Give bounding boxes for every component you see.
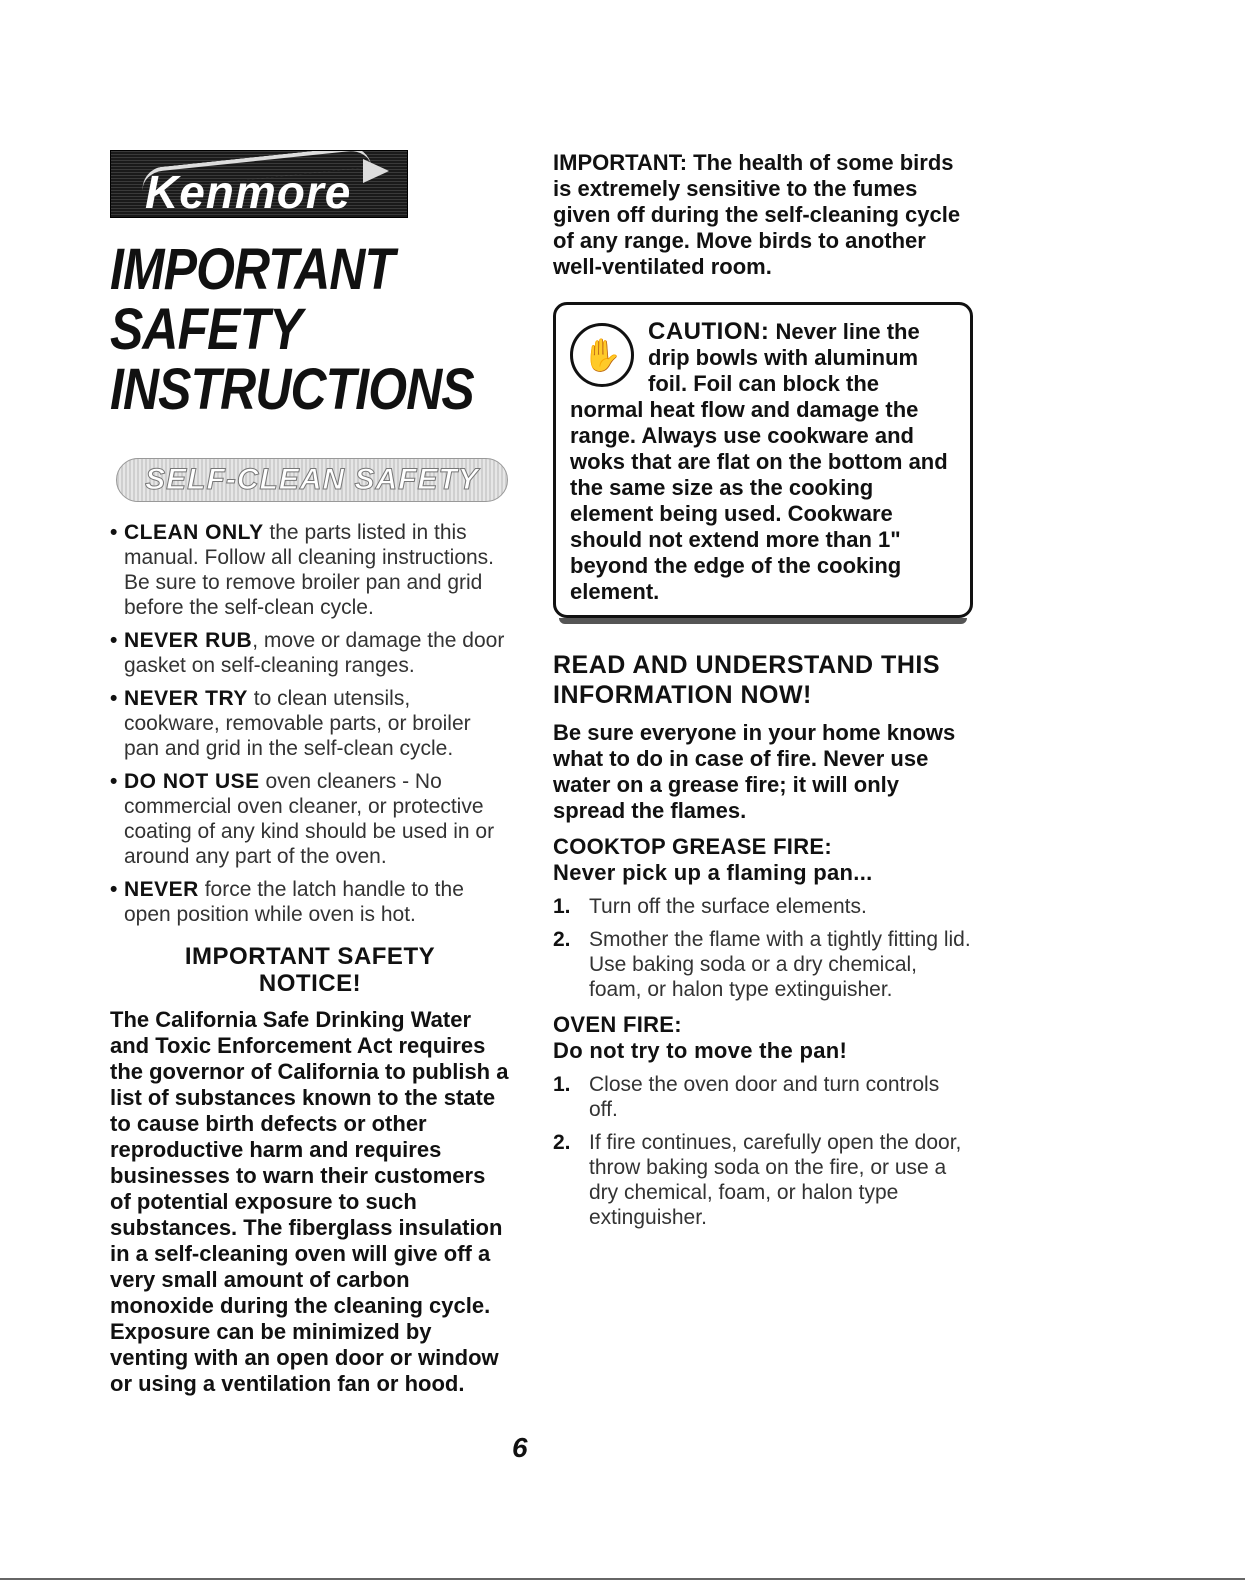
kenmore-logo [110,150,408,218]
list-item [553,1072,973,1122]
caution-box-shadow [559,618,967,624]
bullet-text: force the latch handle to the open position while oven is hot. [124,878,464,926]
bullet-keyword: NEVER RUB [124,629,253,652]
cooktop-fire-title: COOKTOP GREASE FIRE: [553,834,833,859]
step-number: 1. [553,895,571,918]
self-clean-safety-banner [116,458,508,502]
bullet-keyword: NEVER [124,878,199,901]
oven-fire-subtitle: Do not try to move the pan! [553,1038,848,1063]
oven-fire-heading [553,1012,973,1064]
list-item [553,894,973,919]
oven-fire-title: OVEN FIRE: [553,1012,682,1037]
safety-notice-heading-line-1: IMPORTANT SAFETY [184,943,436,970]
list-item [553,1130,973,1230]
logo-arrow-icon [363,159,389,183]
bullet-keyword: CLEAN ONLY [124,521,264,544]
self-clean-bullet-list [110,520,510,927]
banner-label: SELF-CLEAN SAFETY [145,463,479,496]
caution-heading: CAUTION: [648,318,770,345]
caution-hand-icon: ✋ [570,323,634,387]
fire-instructions: Be sure everyone in your home knows what to do in case of fire. Never use water on a grease fire; it will only spread the flames. [553,720,956,823]
safety-notice-heading-line-2: NOTICE! [258,970,362,997]
step-number: 1. [553,1073,571,1096]
read-understand-heading: READ AND UNDERSTAND THIS INFORMATION NOW! [553,651,940,709]
list-item [110,877,510,927]
list-item [110,520,510,620]
step-number: 2. [553,1131,571,1154]
bullet-text: the parts listed in this manual. Follow all cleaning instructions. Be sure to remove broiler pan and grid before the self-clean cycle. [124,521,495,619]
bullet-keyword: NEVER TRY [124,687,248,710]
logo-wordmark: Kenmore [145,166,352,218]
california-notice-text: The California Safe Drinking Water and Toxic Enforcement Act requires the governor of California to publish a list of substances known to the state to cause birth defects or other reproductive harm and requires businesses to warn their customers of potential exposure to such substances. The fiberglass insulation in a self-cleaning oven will give off a very small amount of carbon monoxide during the cleaning cycle. Exposure can be minimized by venting with an open door or window or using a ventilation fan or hood. [110,1007,509,1396]
safety-notice-heading [110,943,510,997]
list-item [110,628,510,678]
cooktop-steps [553,894,973,1002]
step-text: Smother the flame with a tightly fitting lid. Use baking soda or a dry chemical, foam, or halon type extinguisher. [589,928,971,1001]
oven-steps [553,1072,973,1230]
bullet-keyword: DO NOT USE [124,770,260,793]
birds-warning: IMPORTANT: The health of some birds is extremely sensitive to the fumes given off during the self-cleaning cycle of any range. Move birds to another well-ventilated room. [553,150,961,279]
page-number: 6 [512,1432,528,1463]
right-column [553,150,973,1238]
bullet-text: , move or damage the door gasket on self-cleaning ranges. [124,629,505,677]
step-text: If fire continues, carefully open the door, throw baking soda on the fire, or use a dry chemical, foam, or halon type extinguisher. [589,1131,962,1229]
page-title: IMPORTANT SAFETY INSTRUCTIONS [110,237,474,422]
cooktop-fire-subtitle: Never pick up a flaming pan... [553,860,873,885]
bullet-text: to clean utensils, cookware, removable parts, or broiler pan and grid in the self-clean cycle. [124,687,471,760]
bottom-rule [0,1578,1245,1580]
list-item [110,769,510,869]
list-item [553,927,973,1002]
bullet-text: oven cleaners - No commercial oven cleaner, or protective coating of any kind should be used in or around any part of the oven. [124,770,495,868]
caution-body: Never line the drip bowls with aluminum foil. Foil can block the normal heat flow and damage the range. Always use cookware and woks that are flat on the bottom and the same size as the cooking element being used. Cookware should not extend more than 1" beyond the edge of the cooking element. [570,319,948,604]
list-item [110,686,510,761]
step-text: Close the oven door and turn controls off. [589,1073,940,1121]
step-text: Turn off the surface elements. [589,895,867,918]
left-column [110,150,510,1397]
caution-box [553,302,973,618]
step-number: 2. [553,928,571,951]
cooktop-fire-heading [553,834,973,886]
